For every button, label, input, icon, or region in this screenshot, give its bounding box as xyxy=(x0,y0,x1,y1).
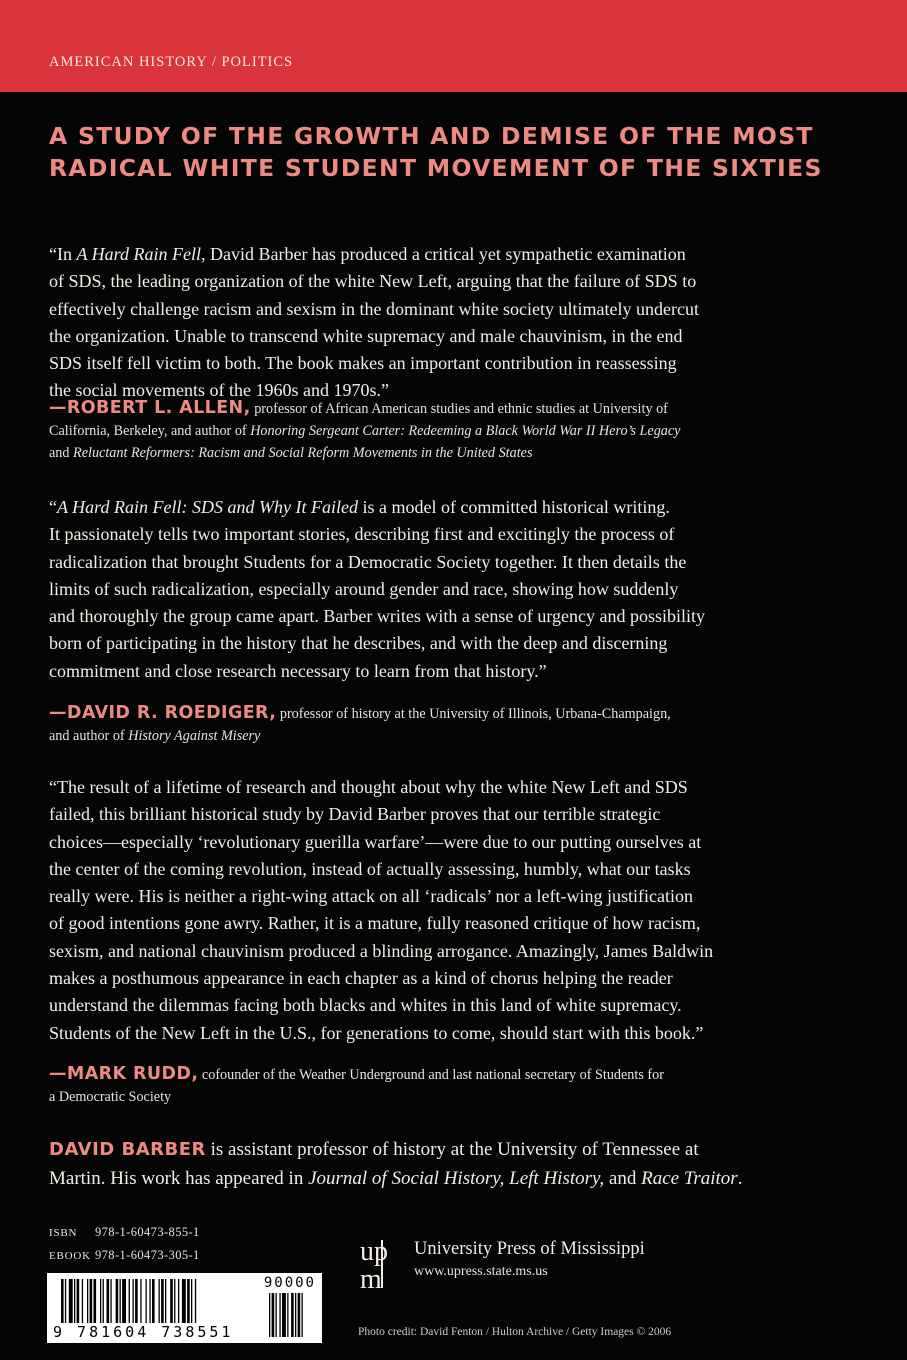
quote-line: It passionately tells two important stories, describing first and excitingly the process of xyxy=(49,524,675,545)
quote-line: Students of the New Left in the U.S., for generations to come, should start with this book.” xyxy=(49,1022,704,1043)
barcode xyxy=(47,1273,322,1343)
quote-line: of good intentions gone awry. Rather, it is a mature, fully reasoned critique of how racism, xyxy=(49,913,701,934)
quote-line: really were. His is neither a right-wing attack on all ‘radicals’ nor a left-wing justification xyxy=(49,886,693,907)
publisher-url[interactable]: www.upress.state.ms.us xyxy=(414,1264,548,1279)
quote-line: makes a posthumous appearance in each chapter as a kind of chorus helping the reader xyxy=(49,968,673,989)
attribution-allen: —ROBERT L. ALLEN, professor of African American studies and ethnic studies at University of California, Berkeley, and author of Honoring Sergeant Carter: Redeeming a Black World War II Hero’s Legacy and Reluctant Reformers: Racism and Social Reform Movements in the United States xyxy=(49,398,681,461)
headline xyxy=(49,120,869,184)
quote-line: limits of such radicalization, especially around gender and race, showing how suddenly xyxy=(49,578,679,599)
svg-text:m: m xyxy=(360,1264,382,1292)
quote-line: the center of the coming revolution, instead of actually assessing, humbly, what our tasks xyxy=(49,858,691,879)
category-label: AMERICAN HISTORY / POLITICS xyxy=(49,54,294,70)
attribution-roediger: —DAVID R. ROEDIGER, professor of history at the University of Illinois, Urbana-Champaign, and author of History Against Misery xyxy=(49,703,671,744)
quote-line: radicalization that brought Students for a Democratic Society together. It then details the xyxy=(49,551,687,572)
isbn-line: ISBN 978-1-60473-855-1 xyxy=(49,1225,200,1239)
quote-line: effectively challenge racism and sexism in the dominant white society ultimately undercut xyxy=(49,298,699,319)
attribution-rudd: —MARK RUDD, cofounder of the Weather Underground and last national secretary of Students for a Democratic Society xyxy=(49,1064,664,1105)
quote-line: SDS itself fell victim to both. The book makes an important contribution in reassessing xyxy=(49,353,677,374)
quote-line: born of participating in the history that he describes, and with the deep and discerning xyxy=(49,633,668,654)
quote-line: commitment and close research necessary to learn from that history.” xyxy=(49,660,547,681)
blurb-quote-rudd xyxy=(49,774,869,1047)
quote-line: “The result of a lifetime of research and thought about why the white New Left and SDS xyxy=(49,777,688,797)
quote-line: of SDS, the leading organization of the white New Left, arguing that the failure of SDS to xyxy=(49,271,697,292)
headline-line: A STUDY OF THE GROWTH AND DEMISE OF THE MOST xyxy=(49,122,814,150)
quote-line: failed, this brilliant historical study by David Barber proves that our terrible strategic xyxy=(49,804,661,825)
publisher-name: University Press of Mississippi xyxy=(414,1239,645,1259)
university-press-logo-icon xyxy=(358,1236,406,1292)
quote-line: choices—especially ‘revolutionary guerilla warfare’—were due to our putting ourselves at xyxy=(49,831,702,852)
barcode-addon: 90000 xyxy=(263,1275,316,1291)
quote-line: the social movements of the 1960s and 1970s.” xyxy=(49,380,389,401)
quote-line: and thoroughly the group came apart. Barber writes with a sense of urgency and possibility xyxy=(49,606,705,627)
reviewer-name: —MARK RUDD, xyxy=(49,1064,199,1084)
quote-line: “In A Hard Rain Fell, David Barber has produced a critical yet sympathetic examination xyxy=(49,244,686,264)
svg-text:up: up xyxy=(360,1236,388,1267)
reviewer-name: —ROBERT L. ALLEN, xyxy=(49,398,251,418)
top-color-band xyxy=(0,0,907,92)
headline-line: RADICAL WHITE STUDENT MOVEMENT OF THE SIXTIES xyxy=(49,154,823,182)
ebook-isbn-line: EBOOK 978-1-60473-305-1 xyxy=(49,1248,200,1262)
blurb-quote-allen xyxy=(49,241,869,405)
reviewer-name: —DAVID R. ROEDIGER, xyxy=(49,703,277,723)
quote-line: the organization. Unable to transcend white supremacy and male chauvinism, in the end xyxy=(49,325,683,346)
quote-line: “A Hard Rain Fell: SDS and Why It Failed is a model of committed historical writing. xyxy=(49,497,670,517)
barcode-digits: 9 781604 738551 xyxy=(53,1323,234,1341)
photo-credit: Photo credit: David Fenton / Hulton Archive / Getty Images © 2006 xyxy=(358,1326,672,1338)
author-name: DAVID BARBER xyxy=(49,1139,206,1160)
author-bio: DAVID BARBER is assistant professor of history at the University of Tennessee at Martin. His work has appeared in Journal of Social History, Left History, and Race Traitor. xyxy=(49,1139,743,1189)
blurb-quote-roediger xyxy=(49,494,869,685)
isbn-block xyxy=(49,1221,200,1267)
quote-line: sexism, and national chauvinism produced a blinding arrogance. Amazingly, James Baldwin xyxy=(49,940,714,961)
quote-line: understand the dilemmas facing both blacks and whites in this land of white supremacy. xyxy=(49,995,682,1016)
